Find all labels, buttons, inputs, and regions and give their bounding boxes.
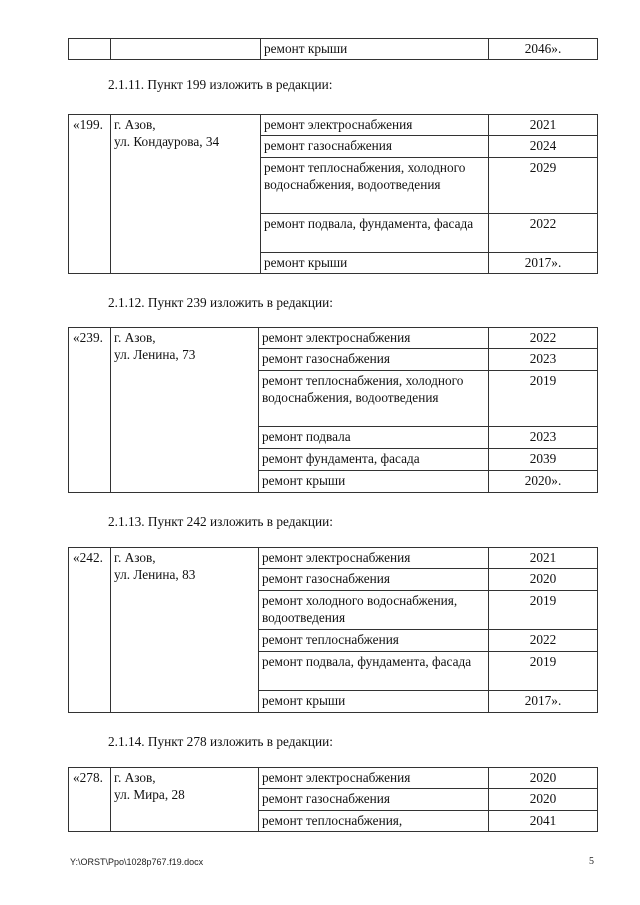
- year-cell: 2046».: [489, 39, 598, 60]
- year-cell: 2020».: [489, 471, 598, 493]
- year-cell: 2023: [489, 349, 598, 371]
- address-city: г. Азов,: [114, 330, 156, 345]
- address-street: ул. Кондаурова, 34: [114, 134, 220, 149]
- work-cell: ремонт газоснабжения: [259, 569, 489, 591]
- work-cell: ремонт электроснабжения: [261, 115, 489, 136]
- year-cell: 2029: [489, 158, 598, 214]
- section-heading: 2.1.11. Пункт 199 изложить в редакции:: [108, 77, 333, 92]
- work-cell: ремонт электроснабжения: [259, 548, 489, 569]
- work-cell: ремонт газоснабжения: [261, 136, 489, 158]
- year-cell: 2021: [489, 548, 598, 569]
- work-cell: ремонт теплоснабжения: [259, 630, 489, 652]
- work-cell: ремонт холодного водоснабжения, водоотведения: [259, 591, 489, 630]
- section-heading: 2.1.14. Пункт 278 изложить в редакции:: [108, 734, 333, 749]
- year-cell: 2017».: [489, 253, 598, 274]
- continuation-table: [68, 38, 598, 60]
- section-table-242: [68, 547, 598, 713]
- work-cell: ремонт крыши: [261, 253, 489, 274]
- year-cell: 2019: [489, 371, 598, 427]
- section-table-199: [68, 114, 598, 274]
- work-cell: ремонт крыши: [259, 471, 489, 493]
- year-cell: 2023: [489, 427, 598, 449]
- address-street: ул. Ленина, 83: [114, 567, 196, 582]
- year-cell: 2021: [489, 115, 598, 136]
- footer-page-number: 5: [589, 856, 594, 867]
- address-city: г. Азов,: [114, 550, 156, 565]
- work-cell: ремонт подвала, фундамента, фасада: [259, 652, 489, 691]
- work-cell: ремонт газоснабжения: [259, 349, 489, 371]
- table-row: [69, 768, 598, 789]
- work-cell: ремонт электроснабжения: [259, 768, 489, 789]
- work-cell: ремонт газоснабжения: [259, 789, 489, 811]
- year-cell: 2022: [489, 328, 598, 349]
- work-cell: ремонт электроснабжения: [259, 328, 489, 349]
- empty-cell: [111, 39, 261, 60]
- item-number: «239.: [69, 328, 111, 493]
- section-table-278: [68, 767, 598, 832]
- year-cell: 2020: [489, 768, 598, 789]
- year-cell: 2017».: [489, 691, 598, 713]
- address-city: г. Азов,: [114, 770, 156, 785]
- item-number: «199.: [69, 115, 111, 274]
- work-cell: ремонт теплоснабжения,: [259, 811, 489, 832]
- work-cell: ремонт теплоснабжения, холодного водоснабжения, водоотведения: [261, 158, 489, 214]
- table-row: [69, 39, 598, 60]
- year-cell: 2019: [489, 652, 598, 691]
- table-row: [69, 548, 598, 569]
- address-cell: [111, 115, 261, 274]
- address-cell: [111, 548, 259, 713]
- work-cell: ремонт подвала, фундамента, фасада: [261, 214, 489, 253]
- year-cell: 2019: [489, 591, 598, 630]
- address-cell: [111, 768, 259, 832]
- item-number: «242.: [69, 548, 111, 713]
- work-cell: ремонт теплоснабжения, холодного водоснабжения, водоотведения: [259, 371, 489, 427]
- address-street: ул. Мира, 28: [114, 787, 185, 802]
- item-number: «278.: [69, 768, 111, 832]
- year-cell: 2020: [489, 789, 598, 811]
- section-heading: 2.1.12. Пункт 239 изложить в редакции:: [108, 295, 333, 310]
- address-city: г. Азов,: [114, 117, 156, 132]
- year-cell: 2022: [489, 214, 598, 253]
- work-cell: ремонт подвала: [259, 427, 489, 449]
- year-cell: 2039: [489, 449, 598, 471]
- table-row: [69, 115, 598, 136]
- work-cell: ремонт фундамента, фасада: [259, 449, 489, 471]
- address-street: ул. Ленина, 73: [114, 347, 196, 362]
- year-cell: 2022: [489, 630, 598, 652]
- table-row: [69, 328, 598, 349]
- section-heading: 2.1.13. Пункт 242 изложить в редакции:: [108, 514, 333, 529]
- footer-file-path: Y:\ORST\Ppo\1028p767.f19.docx: [70, 857, 204, 867]
- year-cell: 2024: [489, 136, 598, 158]
- section-table-239: [68, 327, 598, 493]
- year-cell: 2041: [489, 811, 598, 832]
- address-cell: [111, 328, 259, 493]
- work-cell: ремонт крыши: [261, 39, 489, 60]
- year-cell: 2020: [489, 569, 598, 591]
- empty-cell: [69, 39, 111, 60]
- work-cell: ремонт крыши: [259, 691, 489, 713]
